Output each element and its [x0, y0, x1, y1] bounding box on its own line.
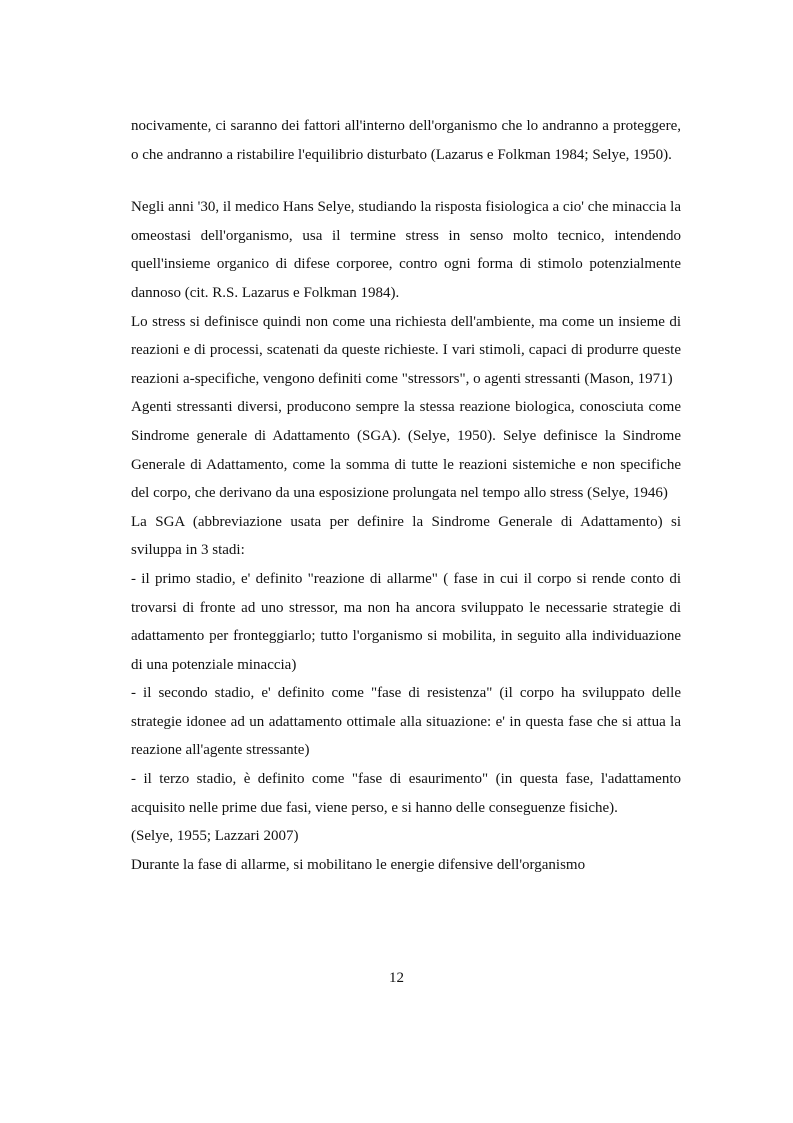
body-text	[131, 112, 681, 879]
paragraph-sga-stages-intro: La SGA (abbreviazione usata per definire la Sindrome Generale di Adattamento) si sviluppa in 3 stadi:	[131, 513, 681, 559]
paragraph-stage-resistance: - il secondo stadio, e' definito come "fase di resistenza" (il corpo ha sviluppato delle strategie idonee ad un adattamento ottimale alla situazione: e' in questa fase che si attua la reazione all'agente stressante)	[131, 685, 681, 759]
page-number: 12	[389, 970, 404, 986]
paragraph-intro-continuation: nocivamente, ci saranno dei fattori all'interno dell'organismo che lo andranno a proteggere, o che andranno a ristabilire l'equilibrio disturbato (Lazarus e Folkman 1984; Selye, 1950).	[131, 118, 681, 163]
paragraph-citation: (Selye, 1955; Lazzari 2007)	[131, 828, 299, 845]
paragraph-selye-history: Negli anni '30, il medico Hans Selye, studiando la risposta fisiologica a cio' che minaccia la omeostasi dell'organismo, usa il termine stress in senso molto tecnico, intendendo quell'insieme organico di difese corporee, contro ogni forma di stimolo potenzialmente dannoso (cit. R.S. Lazarus e Folkman 1984).	[131, 199, 681, 301]
paragraph-stage-alarm: - il primo stadio, e' definito "reazione di allarme" ( fase in cui il corpo si rende conto di trovarsi di fronte ad uno stressor, ma non ha ancora sviluppato le necessarie strategie di adattamento per fronteggiarlo; tutto l'organismo si mobilita, in seguito alla individuazione di una potenziale minaccia)	[131, 570, 681, 673]
paragraph-alarm-phase: Durante la fase di allarme, si mobilitano le energie difensive dell'organismo	[131, 856, 586, 873]
paragraph-stage-exhaustion: - il terzo stadio, è definito come "fase di esaurimento" (in questa fase, l'adattamento acquisito nelle prime due fasi, viene perso, e si hanno delle conseguenze fisiche).	[131, 771, 681, 816]
paragraph-stress-definition: Lo stress si definisce quindi non come una richiesta dell'ambiente, ma come un insieme di reazioni e di processi, scatenati da queste richieste. I vari stimoli, capaci di produrre queste reazioni a-specifiche, vengono definiti come "stressors", o agenti stressanti (Mason, 1971)	[131, 313, 681, 387]
paragraph-sga-definition: Agenti stressanti diversi, producono sempre la stessa reazione biologica, conosciuta come Sindrome generale di Adattamento (SGA). (Selye, 1950). Selye definisce la Sindrome Generale di Adattamento, come la somma di tutte le reazioni sistemiche e non specifiche del corpo, che derivano da una esposizione prolungata nel tempo allo stress (Selye, 1946)	[131, 399, 681, 502]
